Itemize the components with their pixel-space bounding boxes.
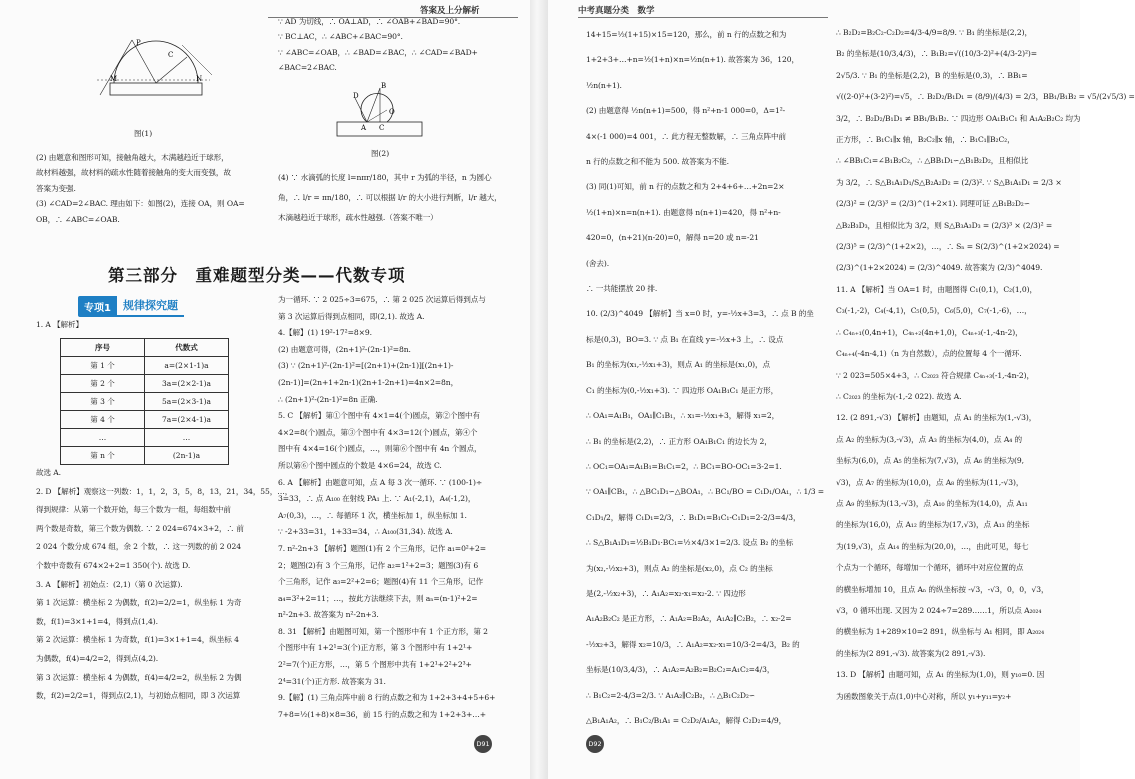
section-title: 第三部分 重难题型分类——代数专项 <box>108 266 406 285</box>
top-right-block <box>278 14 528 76</box>
text-line: √3)，点 A₇ 的坐标为(10,0)，点 A₈ 的坐标为(11,-√3)， <box>836 477 1024 487</box>
text-line: 为 3/2，∴ S△B₁A₁D₁/S△B₂A₂D₂ = (2/3)². ∵ S△B₁A₁D₁ = 2/3 × <box>836 177 1062 187</box>
text-line: (2) 由题意得 ½n(n+1)=500，得 n²+n-1 000=0，Δ=1²- <box>586 106 786 116</box>
figure-1-caption: 图(1) <box>134 129 153 138</box>
text-line: 6. A 【解析】由题意可知，点 A 每 3 次一循环. ∵ (100-1)÷ <box>278 477 483 487</box>
table-row <box>61 429 229 447</box>
q1-heading <box>36 317 268 332</box>
left-header: 答案及上分解析 <box>420 6 480 16</box>
right-header: 中考真题分类 数学 <box>578 6 655 16</box>
text-line: ∠BAC=2∠BAC. <box>278 63 337 73</box>
text-line: (2/3)^(1+2×2024) = (2/3)^4049. 故答案为 (2/3)^4049. <box>836 263 1043 273</box>
table-cell: 3a=(2×2-1)a <box>145 375 229 393</box>
topic-badge <box>78 295 184 317</box>
table-cell: 第 n 个 <box>61 447 145 465</box>
text-line: 正方形，∴ B₁C₁∥x 轴，B₂C₂∥x 轴，∴ B₁C₁∥B₂C₂， <box>836 135 1015 145</box>
text-line: 木滴越趋近于球形，疏水性越强.（答案不唯一） <box>278 213 438 222</box>
text-line: C₁D₁/2，解得 C₁D₁=2/3，∴ B₁D₁=B₁C₁-C₁D₁=2-2/3=4/3， <box>586 512 801 522</box>
text-line: ∴ C₄ₙ₊₁(0,4n+1)，C₄ₙ₊₂(4n+1,0)，C₄ₙ₊₃(-1,-4n-2)， <box>836 327 1023 337</box>
text-line: 1+2+3+…+n=½(1+n)×n=½n(n+1). 故答案为 36，120， <box>586 55 799 65</box>
text-line: 1. A 【解析】 <box>36 320 84 329</box>
label-m: M <box>110 75 118 83</box>
text-line: 所以第⑥个图中圆点的个数是 4×6=24，故选 C. <box>278 460 442 470</box>
text-line: 坐标是(10/3,4/3)，∴ A₁A₂=A₂B₂=B₂C₂=A₁C₂=4/3， <box>586 665 775 675</box>
table-header: 代数式 <box>145 339 229 357</box>
text-line: ∵ AD 为切线，∴ OA⊥AD，∴ ∠OAB+∠BAD=90°. <box>278 17 461 26</box>
page-number: D91 <box>474 735 492 753</box>
text-line: 的坐标为(16,0)，点 A₁₂ 的坐标为(17,√3)，点 A₁₃ 的坐标 <box>836 520 1030 530</box>
table-cell: … <box>145 429 229 447</box>
label-b: B <box>381 82 387 90</box>
table-cell: 7a=(2×4-1)a <box>145 411 229 429</box>
text-line: 为(x₂,-½x₂+3)，则点 A₂ 的坐标是(x₂,0)，点 C₂ 的坐标 <box>586 563 773 573</box>
text-line: ∵ BC⊥AC，∴ ∠ABC+∠BAC=90°. <box>278 32 403 42</box>
badge-title: 规律探究题 <box>117 295 184 317</box>
text-line: (2n-1)]=(2n+1+2n-1)(2n+1-2n+1)=4n×2=8n， <box>278 377 459 387</box>
text-line: 2；题图(2)有 3 个三角形，记作 a₂=1²+2=3；题图(3)有 6 <box>278 560 479 570</box>
text-line: 为一循环. ∵ 2 025÷3=675，∴ 第 2 025 次运算后得到点与 <box>278 295 486 304</box>
header-rule <box>578 17 828 18</box>
text-line: 点 A₉ 的坐标为(13,-√3)，点 A₁₀ 的坐标为(14,0)，点 A₁₁ <box>836 498 1028 508</box>
table-cell: 第 4 个 <box>61 411 145 429</box>
table-cell: 第 2 个 <box>61 375 145 393</box>
sequence-table <box>60 338 229 465</box>
text-line: (2/3)⁵ = (2/3)^(1+2×2)，…，∴ Sₙ = S(2/3)^(1+2×2024) = <box>836 242 1060 252</box>
page-number: D92 <box>586 735 604 753</box>
text-line: △B₂B₃D₃，且相似比为 3/2，则 S△B₃A₃D₃ = (2/3)³ × (2/3)² = <box>836 220 1053 230</box>
table-cell: 5a=(2×3-1)a <box>145 393 229 411</box>
text-line: 坐标为(6,0)，点 A₅ 的坐标为(7,√3)，点 A₆ 的坐标为(9, <box>836 456 1024 466</box>
text-line: 图中有 4×4=16(个)圆点，…，则第⑥个图中有 4n 个圆点， <box>278 444 482 454</box>
text-line: 2. D 【解析】观察这一列数：1，1，2，3，5，8，13，21，34，55，…， <box>36 486 293 496</box>
right-page <box>548 0 1135 779</box>
text-line: 点 A₂ 的坐标为(3,-√3)，点 A₃ 的坐标为(4,0)，点 A₄ 的 <box>836 434 1022 444</box>
text-line: ½(1+n)×n=n(n+1). 由题意得 n(n+1)=420，得 n²+n- <box>586 207 781 217</box>
text-line: 故选 A. <box>36 468 61 477</box>
text-line: OB，∴ ∠ABC=∠OAB. <box>36 214 120 224</box>
text-line: 4×2=8(个)圆点，第③个图中有 4×3=12(个)圆点，第④个 <box>278 427 478 437</box>
text-line: 数，f(2)=2/2=1，得到点(2,1)，与初始点相同，即 3 次运算 <box>36 691 241 701</box>
table-cell: … <box>61 429 145 447</box>
text-line: 角，∴ l/r = πn/180，∴ 可以根据 l/r 的大小进行判断，l/r 越大， <box>278 193 502 202</box>
text-line: 4×(-1 000)=4 001，∴ 此方程无整数解，∴ 三角点阵中前 <box>586 131 786 141</box>
text-line: ½n(n+1). <box>586 80 622 90</box>
label-c: C <box>168 51 174 59</box>
text-line: ∴ ∠BB₁C₁=∠B₁B₂C₂，∴ △BB₁D₁∽△B₁B₂D₂，且相似比 <box>836 156 1029 166</box>
label-a: A <box>361 124 367 132</box>
text-line: B₂ 的坐标是(10/3,4/3)，∴ B₁B₂=√((10/3-2)²+(4/3-2)²)= <box>836 49 1038 59</box>
text-line: ∴ OC₁=OA₁=A₁B₁=B₁C₁=2，∴ BC₁=BO-OC₁=3-2=1. <box>586 461 782 471</box>
label-d: D <box>353 92 359 100</box>
text-line: -½x₂+3，解得 x₂=10/3，∴ A₁A₂=x₂-x₁=10/3-2=4/3，B₂ 的 <box>586 639 800 649</box>
text-line: 12. (2 891,-√3) 【解析】由题知，点 A₁ 的坐标为(1,-√3)， <box>836 413 1037 423</box>
text-line: 为偶数，f(4)=4/2=2，得到点(4,2). <box>36 653 159 663</box>
text-line: A₇(0,3)，…，∴ 每循环 1 次，横坐标加 1，纵坐标加 1. <box>278 510 467 520</box>
text-line: 8. 31 【解析】由题图可知，第一个图形中有 1 个正方形，第 2 <box>278 626 488 636</box>
text-line: n 行的点数之和不能为 500. 故答案为不能. <box>586 157 729 167</box>
text-line: C₃(-1,-2)，C₄(-4,1)，C₅(0,5)，C₆(5,0)，C₇(-1,-6)，…， <box>836 306 1032 316</box>
text-line: 420=0，(n+21)(n-20)=0，解得 n=20 或 n=-21 <box>586 233 759 243</box>
text-line: 7+8=½(1+8)×8=36，前 15 行的点数之和为 1+2+3+…+ <box>278 709 487 719</box>
label-o: O <box>389 108 395 116</box>
text-line: B₁ 的坐标为(x₁,-½x₁+3)，则点 A₁ 的坐标是(x₁,0)，点 <box>586 360 771 370</box>
text-line: 3/2，∴ B₂D₂/B₁D₁ ≠ BB₁/B₁B₂. ∵ 四边形 OA₁B₁C₁ 和 A₁A₂B₂C₂ 均为 <box>836 113 1081 123</box>
text-line: √3，0 循环出现. 又因为 2 024÷7=289……1，所以点 A₂₀₂₄ <box>836 605 1042 615</box>
text-line: 5. C 【解析】第①个图中有 4×1=4(个)圆点，第②个图中有 <box>278 411 481 421</box>
text-line: √((2-0)²+(3-2)²)=√5，∴ B₂D₂/B₁D₁ = (8/9)/(4/3) = 2/3，BB₁/B₁B₂ = √5/(2√5/3) = <box>836 92 1135 102</box>
table-header-row <box>61 339 229 357</box>
text-line: (2/3)² = (2/3)³ = (2/3)^(1+2×1). 同理可证 △B₁B₂D₂∽ <box>836 199 1031 209</box>
text-line: ∴ B₂D₂=B₂C₂-C₂D₂=4/3-4/9=8/9. ∵ B₁ 的坐标是(2,2)， <box>836 28 1032 37</box>
text-line: ∴ 一共能摆放 20 排. <box>586 284 658 294</box>
text-line: 为(19,√3)，点 A₁₄ 的坐标为(20,0)，…，由此可见，每七 <box>836 541 1029 551</box>
text-line: 个图形中有 1+2¹=3(个)正方形，第 3 个图形中有 1+2¹+ <box>278 643 473 653</box>
text-line: 7. n²-2n+3 【解析】题图(1)有 2 个三角形，记作 a₁=0²+2= <box>278 543 486 553</box>
text-line: 个点为一个循环，每增加一个循环，循环中对应位置的点 <box>836 563 1024 573</box>
table-row <box>61 411 229 429</box>
text-line: 4.【解】(1) 19²-17²=8×9. <box>278 328 372 338</box>
text-line: (3) ∠CAD=2∠BAC. 理由如下：如图(2)，连接 OA，则 OA= <box>36 199 245 209</box>
text-line: 为函数图象关于点(1,0)中心对称，所以 y₁+y₁₁=y₂+ <box>836 691 1012 701</box>
text-line: △B₁A₁A₂，∴ B₁C₂/B₁A₁ = C₂D₂/A₁A₂，解得 C₂D₂=4/9， <box>586 715 787 725</box>
table-row <box>61 447 229 465</box>
text-line: 得到规律：从第一个数开始，每三个数为一组，每组数中前 <box>36 505 231 515</box>
text-line: ∴ (2n+1)²-(2n-1)²=8n 正确. <box>278 394 378 404</box>
text-line: 9.【解】(1) 三角点阵中前 8 行的点数之和为 1+2+3+4+5+6+ <box>278 693 496 703</box>
text-line: 2⁴=31(个)正方形. 故答案为 31. <box>278 676 386 686</box>
text-line: 的横坐标增加 10，且点 Aₙ 的纵坐标按 -√3，-√3，0，0，√3， <box>836 584 1049 594</box>
text-line: 两个数是奇数，第三个数为偶数. ∵ 2 024=674×3+2，∴ 前 <box>36 523 244 533</box>
text-line: 13. D 【解析】由题可知，点 A₁ 的坐标为(1,0)，则 y₁₀=0. 因 <box>836 670 1045 680</box>
text-line: ∴ B₁C₂=2-4/3=2/3. ∵ A₁A₂∥C₂B₂，∴ △B₁C₂D₂∽ <box>586 690 756 700</box>
book-gutter <box>530 0 548 779</box>
top-left-block <box>36 150 268 227</box>
text-line: 2√5/3. ∵ B₁ 的坐标是(2,2)，B 的坐标是(0,3)，∴ BB₁= <box>836 70 1028 80</box>
text-line: 个三角形，记作 a₃=2²+2=6；题图(4)有 11 个三角形，记作 <box>278 577 484 587</box>
text-line: 答案为变强. <box>36 183 76 193</box>
text-line: 3=33，∴ 点 A₁₀₀ 在射线 PA₁ 上. ∵ A₁(-2,1)，A₄(-1,2)， <box>278 494 476 504</box>
table-cell: (2n-1)a <box>145 447 229 465</box>
text-line: ∵ -2+33=31，1+33=34，∴ A₁₀₀(31,34). 故选 A. <box>278 527 453 537</box>
badge-number: 专项1 <box>78 296 117 317</box>
label-c2: C <box>379 124 385 132</box>
text-line: 2 024 个数分成 674 组，余 2 个数，∴ 这一列数的前 2 024 <box>36 542 241 552</box>
text-line: a₄=3²+2=11；…，按此方法继续下去，则 aₙ=(n-1)²+2= <box>278 593 478 603</box>
text-line: 数，f(1)=3×1+1=4，得到点(1,4). <box>36 616 158 626</box>
text-line: (3) ∵ (2n+1)²-(2n-1)²=[(2n+1)+(2n-1)][(2n+1)- <box>278 361 454 371</box>
text-line: n²-2n+3. 故答案为 n²-2n+3. <box>278 610 379 620</box>
text-line: 是(2,-½x₂+3)，∴ A₁A₂=x₂-x₁=x₂-2. ∵ 四边形 <box>586 588 746 598</box>
right-column-answers <box>278 292 528 723</box>
text-line: ∴ S△B₁A₁D₁=½B₁D₁·BC₁=½×4/3×1=2/3. 设点 B₂ 的坐标 <box>586 538 794 548</box>
left-page <box>0 0 530 779</box>
table-row <box>61 357 229 375</box>
text-line: ∴ B₁ 的坐标是(2,2)，∴ 正方形 OA₁B₁C₁ 的边长为 2， <box>586 436 772 446</box>
label-p: P <box>136 39 141 47</box>
text-line: 第 3 次运算：横坐标 4 为偶数，f(4)=4/2=2，纵坐标 2 为偶 <box>36 672 242 682</box>
text-line: 故材料越强，故材料的疏水性随着接触角的变大而变强，故 <box>36 168 231 178</box>
table-cell: 第 1 个 <box>61 357 145 375</box>
text-line: 11. A 【解析】当 OA=1 时，由题图得 C₁(0,1)，C₂(1,0)， <box>836 284 1037 294</box>
table-row <box>61 393 229 411</box>
text-line: 2²=7(个)正方形，…，第 5 个图形中共有 1+2¹+2²+2³+ <box>278 660 472 670</box>
text-line: 的横坐标为 1+289×10=2 891，纵坐标与 A₁ 相同，即 A₂₀₂₄ <box>836 627 1045 637</box>
label-n: N <box>196 75 203 83</box>
right-col-b <box>836 22 1135 707</box>
table-cell: a=(2×1-1)a <box>145 357 229 375</box>
text-line: (3) 同(1)可知，前 n 行的点数之和为 2+4+6+…+2n=2× <box>586 182 785 192</box>
text-line: ∵ OA₁∥CB₁，∴ △BC₁D₁∽△BOA₁，∴ BC₁/BO = C₁D₁/OA₁，∴ 1/3 = <box>586 487 825 497</box>
text-line: (2) 由题意可得，(2n+1)²-(2n-1)²=8n. <box>278 344 411 354</box>
text-line: (4) ∵ 水滴弧的长度 l=nπr/180，其中 r 为弧的半径，n 为圆心 <box>278 173 492 182</box>
table-row <box>61 375 229 393</box>
text-line: 第 3 次运算后得到点相同，即(2,1). 故选 A. <box>278 311 425 321</box>
text-line: (2) 由题意和图形可知，接触角越大，木满越趋近于球形， <box>36 153 229 162</box>
table-cell: 第 3 个 <box>61 393 145 411</box>
text-line: A₁A₂B₂C₂ 是正方形，∴ A₁A₂=B₂A₂，A₁A₂∥C₂B₂，∴ x₂-2= <box>586 614 792 624</box>
text-line: C₁ 的坐标为(0,-½x₁+3). ∵ 四边形 OA₁B₁C₁ 是正方形， <box>586 385 779 395</box>
text-line: 10. (2/3)^4049 【解析】当 x=0 时，y=-½x+3=3，∴ 点 B 的坐 <box>586 309 814 319</box>
text-line: 的坐标为(2 891,-√3). 故答案为(2 891,-√3). <box>836 648 986 658</box>
geometry-figure-2 <box>335 80 435 150</box>
text-line: ∴ C₂₀₂₃ 的坐标为(-1,-2 022). 故选 A. <box>836 391 962 401</box>
text-line: 个数中奇数有 674×2+2=1 350(个). 故选 D. <box>36 560 191 570</box>
left-column-answers <box>36 464 293 706</box>
text-line: 3. A 【解析】初始点：(2,1)（第 0 次运算). <box>36 579 183 589</box>
text-line: 标是(0,3)，BO=3. ∵ 点 B₁ 在直线 y=-½x+3 上，∴ 设点 <box>586 334 784 344</box>
figure-2-caption: 图(2) <box>371 149 390 158</box>
text-line: ∵ ∠ABC=∠OAB，∴ ∠BAD=∠BAC，∴ ∠CAD=∠BAD+ <box>278 47 478 57</box>
text-line: 第 1 次运算：横坐标 2 为偶数，f(2)=2/2=1，纵坐标 1 为奇 <box>36 598 242 608</box>
text-line: ∵ 2 023=505×4+3，∴ C₂₀₂₃ 符合规律 C₄ₙ₊₃(-1,-4n-2)， <box>836 370 1034 380</box>
table-header: 序号 <box>61 339 145 357</box>
text-line: (舍去). <box>586 258 610 268</box>
text-line: ∴ OA₁=A₁B₁，OA₁∥C₁B₁，∴ x₁=-½x₁+3，解得 x₁=2， <box>586 411 780 421</box>
top-right-block-2 <box>278 168 528 228</box>
text-line: C₄ₙ₊₄(-4n-4,1)（n 为自然数），点的位置每 4 个一循环. <box>836 349 1022 359</box>
text-line: 14+15=½(1+15)×15=120，那么，前 n 行的点数之和为 <box>586 30 787 39</box>
text-line: 第 2 次运算：横坐标 1 为奇数，f(1)=3×1+1=4，纵坐标 4 <box>36 635 239 645</box>
geometry-figure-1 <box>92 35 217 130</box>
right-col-a <box>586 22 825 733</box>
